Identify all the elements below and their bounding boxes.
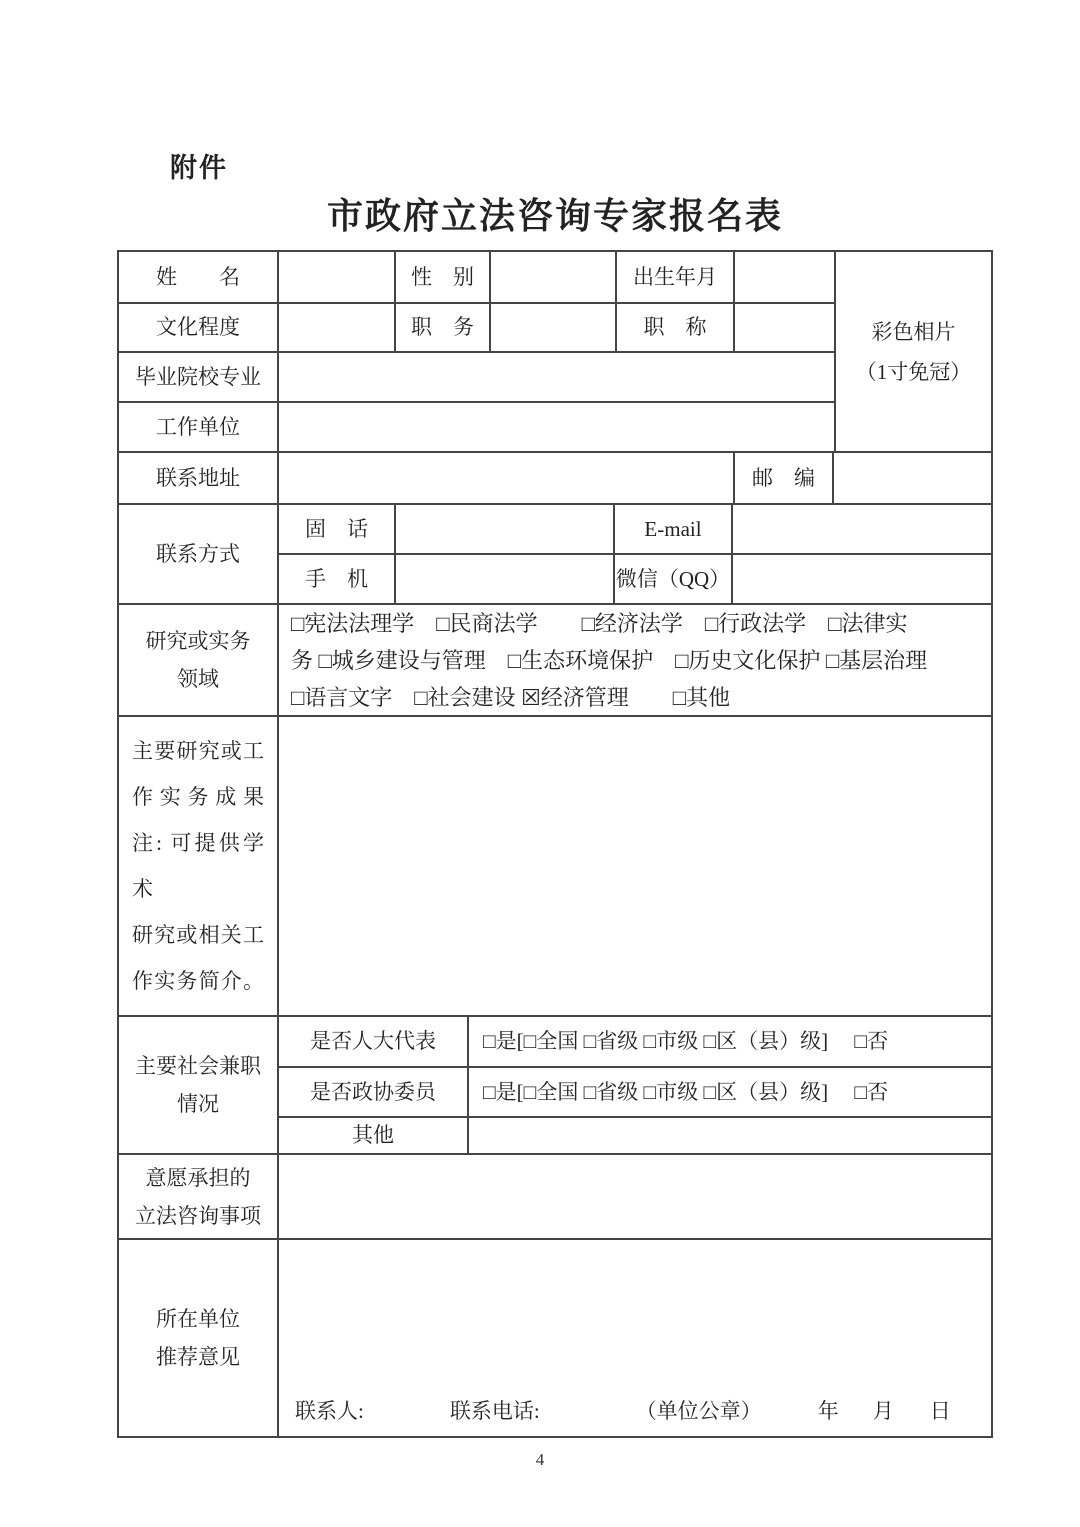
contact-phone-label: 联系电话:	[449, 1398, 540, 1423]
recommendation-label-line1: 所在单位	[156, 1307, 240, 1331]
year-label: 年	[817, 1398, 839, 1423]
name-value-cell	[279, 252, 396, 304]
row-employer	[119, 403, 834, 453]
research-field-section	[119, 605, 991, 717]
attachment-label: 附件	[170, 153, 228, 183]
cppcc-options: □是[□全国 □省级 □市级 □区（县）级] □否	[469, 1068, 991, 1118]
row-address	[119, 453, 991, 505]
social-other-label: 其他	[279, 1118, 469, 1155]
top-left-grid	[119, 252, 834, 453]
research-field-label-line2: 领域	[177, 667, 219, 691]
row-mobile-wechat	[279, 555, 991, 605]
registration-form-table	[117, 250, 993, 1438]
row-education-position-title	[119, 304, 834, 353]
research-field-options	[279, 605, 991, 717]
social-subgrid	[279, 1017, 991, 1155]
contact-subgrid	[279, 505, 991, 605]
row-name-gender-birth	[119, 252, 834, 304]
employer-label: 工作单位	[119, 403, 279, 453]
mobile-label: 手 机	[279, 555, 396, 605]
row-npc	[279, 1017, 991, 1068]
contact-person-label: 联系人:	[295, 1398, 364, 1423]
birth-label: 出生年月	[617, 252, 735, 304]
achievements-label-line1: 主要研究或工	[132, 739, 264, 763]
achievements-label-line4: 研究或相关工	[132, 923, 264, 947]
row-school	[119, 353, 834, 403]
month-label: 月	[872, 1398, 894, 1423]
willing-matters-label-line1: 意愿承担的	[145, 1165, 251, 1190]
school-value-cell	[279, 353, 834, 403]
social-other-value-cell	[469, 1118, 991, 1155]
page-title: 市政府立法咨询专家报名表	[326, 196, 783, 236]
research-options-line2: 务 □城乡建设与管理 □生态环境保护 □历史文化保护 □基层治理	[291, 647, 928, 673]
willing-matters-value-cell	[279, 1155, 991, 1240]
photo-box-line1: 彩色相片	[871, 319, 956, 344]
research-options-line3: □语言文字 □社会建设 ☒经济管理 □其他	[291, 684, 731, 710]
photo-box	[834, 252, 991, 453]
position-label: 职 务	[396, 304, 491, 353]
cppcc-label: 是否政协委员	[279, 1068, 469, 1118]
education-label: 文化程度	[119, 304, 279, 353]
achievements-label-line2: 作实务成果	[132, 785, 264, 809]
row-social-other	[279, 1118, 991, 1155]
recommendation-value-cell	[279, 1240, 991, 1436]
willing-matters-section	[119, 1155, 991, 1240]
npc-options: □是[□全国 □省级 □市级 □区（县）级] □否	[469, 1017, 991, 1068]
address-value-cell	[279, 453, 735, 505]
photo-box-line2: （1寸免冠）	[855, 359, 972, 384]
recommendation-label-line2: 推荐意见	[156, 1345, 240, 1369]
unit-seal-label: （单位公章）	[635, 1398, 762, 1423]
tel-label: 固 话	[279, 505, 396, 555]
page-number: 4	[535, 1450, 545, 1469]
jobtitle-value-cell	[735, 304, 834, 353]
achievements-label-line5: 作实务简介。	[132, 969, 264, 993]
achievements-value-cell	[279, 717, 991, 1017]
research-field-label-line1: 研究或实务	[145, 629, 251, 653]
wechat-label: 微信（QQ）	[615, 555, 733, 605]
social-positions-section	[119, 1017, 991, 1155]
school-label: 毕业院校专业	[119, 353, 279, 403]
contact-section	[119, 505, 991, 605]
social-positions-label-line1: 主要社会兼职	[135, 1054, 261, 1078]
social-positions-label	[119, 1017, 279, 1155]
achievements-label-line3: 注: 可提供学术	[132, 831, 264, 901]
email-label: E-mail	[615, 505, 733, 555]
npc-label: 是否人大代表	[279, 1017, 469, 1068]
gender-label: 性 别	[396, 252, 491, 304]
postal-value-cell	[834, 453, 991, 505]
mobile-value-cell	[396, 555, 615, 605]
education-value-cell	[279, 304, 396, 353]
social-positions-label-line2: 情况	[177, 1092, 219, 1116]
employer-value-cell	[279, 403, 834, 453]
address-label: 联系地址	[119, 453, 279, 505]
research-options-line1: □宪法法理学 □民商法学 □经济法学 □行政法学 □法律实	[291, 610, 908, 636]
wechat-value-cell	[733, 555, 991, 605]
achievements-section	[119, 717, 991, 1017]
email-value-cell	[733, 505, 991, 555]
name-label: 姓 名	[119, 252, 279, 304]
recommendation-label	[119, 1240, 279, 1436]
jobtitle-label: 职 称	[617, 304, 735, 353]
row-cppcc	[279, 1068, 991, 1118]
gender-value-cell	[491, 252, 617, 304]
postal-label: 邮 编	[735, 453, 834, 505]
recommendation-footer	[279, 1398, 991, 1436]
position-value-cell	[491, 304, 617, 353]
row-tel-email	[279, 505, 991, 555]
achievements-label	[119, 717, 279, 1017]
tel-value-cell	[396, 505, 615, 555]
willing-matters-label	[119, 1155, 279, 1240]
top-section	[119, 252, 991, 453]
contact-label: 联系方式	[119, 505, 279, 605]
willing-matters-label-line2: 立法咨询事项	[135, 1203, 261, 1228]
birth-value-cell	[735, 252, 834, 304]
achievements-label-block	[132, 728, 264, 1004]
day-label: 日	[929, 1398, 951, 1423]
recommendation-section	[119, 1240, 991, 1436]
research-field-label	[119, 605, 279, 717]
